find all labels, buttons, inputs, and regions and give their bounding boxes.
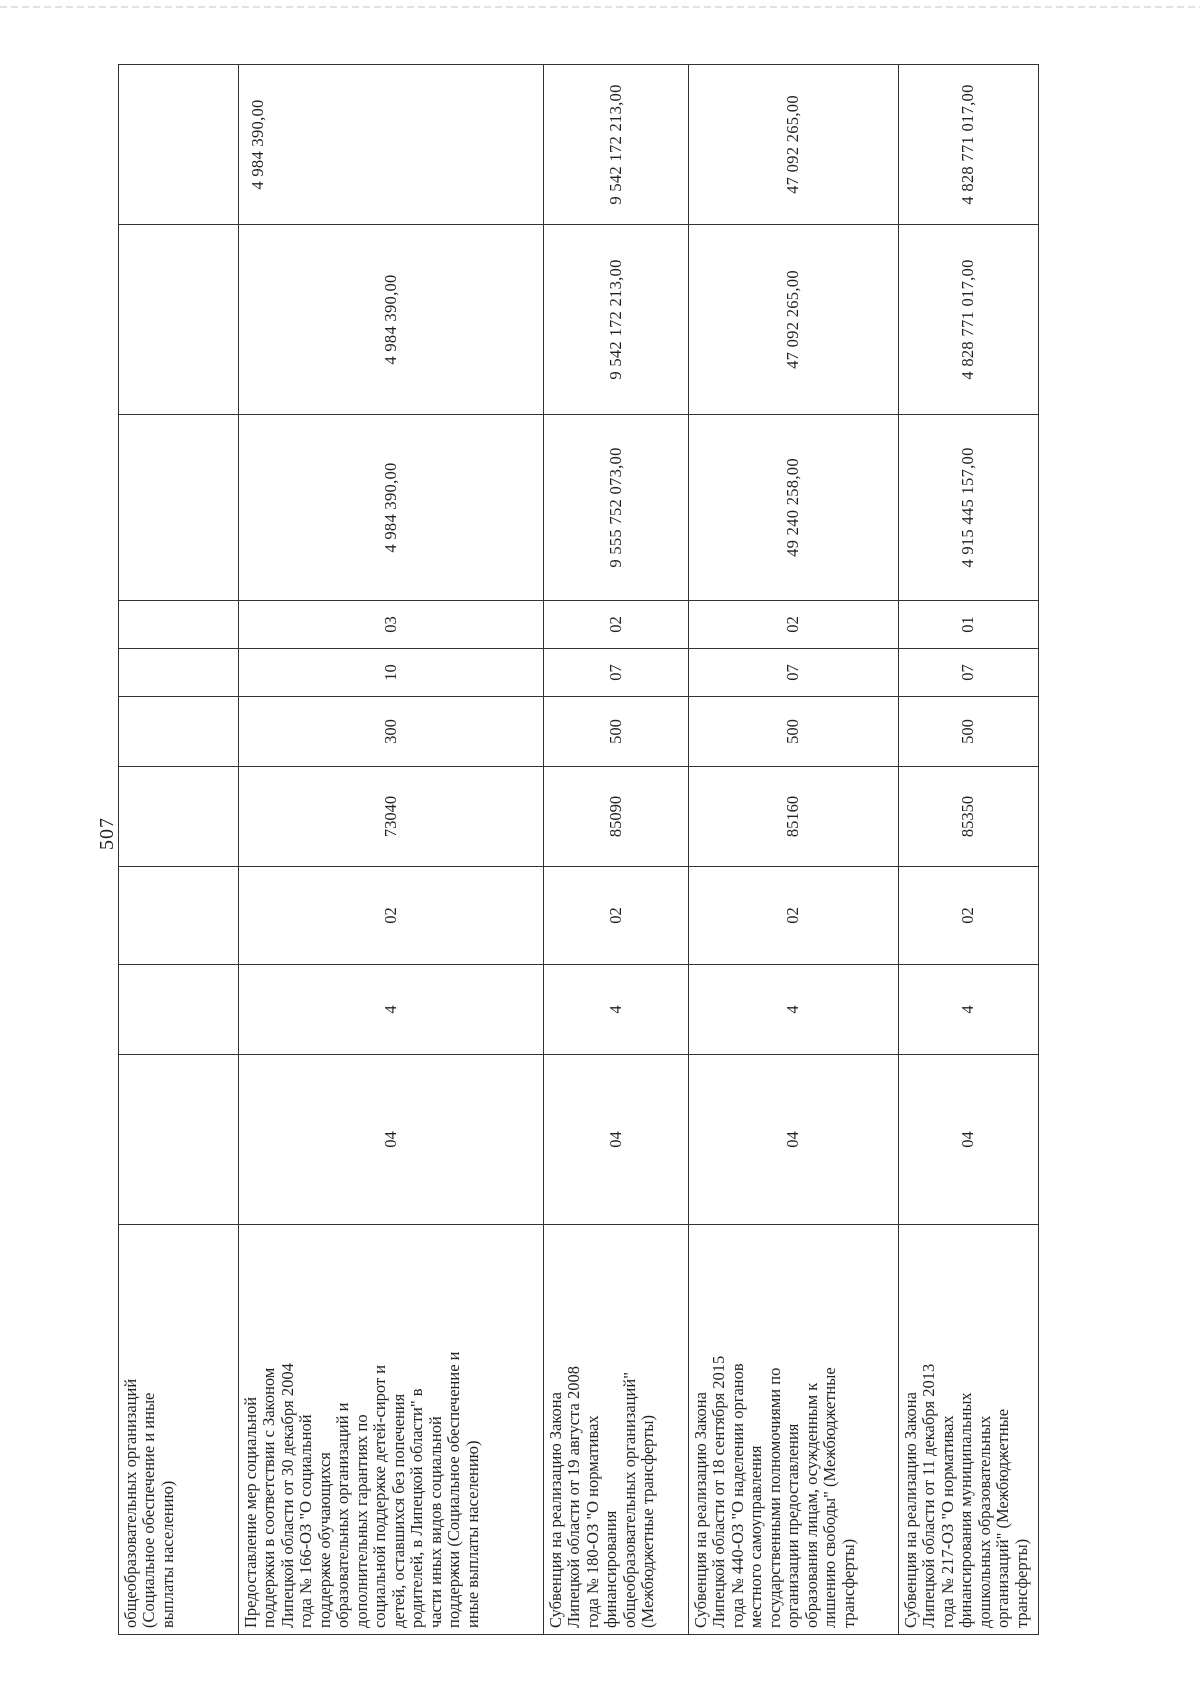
budget-table — [118, 64, 1039, 1635]
code-cell: 4 — [689, 965, 899, 1055]
code-cell: 04 — [239, 1055, 544, 1225]
code-cell: 07 — [544, 649, 689, 697]
amount-cell — [119, 225, 239, 415]
code-cell: 4 — [899, 965, 1039, 1055]
code-cell: 04 — [689, 1055, 899, 1225]
amount-cell: 4 828 771 017,00 — [899, 65, 1039, 225]
code-cell: 500 — [544, 697, 689, 767]
code-cell: 73040 — [239, 767, 544, 867]
amount-cell — [119, 415, 239, 601]
code-cell — [119, 867, 239, 965]
code-cell: 02 — [544, 867, 689, 965]
table-row — [544, 65, 689, 1635]
code-cell — [119, 767, 239, 867]
code-cell: 500 — [689, 697, 899, 767]
code-cell: 01 — [899, 601, 1039, 649]
code-cell: 300 — [239, 697, 544, 767]
table-row — [689, 65, 899, 1635]
amount-cell: 4 828 771 017,00 — [899, 225, 1039, 415]
table-row — [899, 65, 1039, 1635]
amount-cell — [119, 65, 239, 225]
code-cell: 500 — [899, 697, 1039, 767]
table-row — [239, 65, 544, 1635]
code-cell: 85160 — [689, 767, 899, 867]
code-cell — [119, 601, 239, 649]
row-description: Предоставление мер социальной поддержки в соответствии с Законом Липецкой области от 30 декабря 2004 года № 166-ОЗ "О социальной поддержке обучающихся образовательных организаций и дополнительных гарантиях по социальной поддержке детей-сирот и детей, оставшихся без попечения родителей, в Липецкой области" в части иных видов социальной поддержки (Социальное обеспечение и иные выплаты населению) — [239, 1225, 544, 1635]
code-cell: 07 — [689, 649, 899, 697]
code-cell: 04 — [899, 1055, 1039, 1225]
code-cell: 85350 — [899, 767, 1039, 867]
amount-cell: 9 555 752 073,00 — [544, 415, 689, 601]
code-cell: 02 — [544, 601, 689, 649]
scan-edge-noise — [0, 6, 1200, 8]
code-cell: 02 — [899, 867, 1039, 965]
code-cell: 03 — [239, 601, 544, 649]
amount-cell: 4 915 445 157,00 — [899, 415, 1039, 601]
amount-cell: 4 984 390,00 — [239, 65, 544, 225]
code-cell: 02 — [239, 867, 544, 965]
amount-cell: 49 240 258,00 — [689, 415, 899, 601]
code-cell: 02 — [689, 867, 899, 965]
rotated-table-wrapper — [118, 65, 1038, 1635]
code-cell — [119, 965, 239, 1055]
code-cell — [119, 1055, 239, 1225]
row-description: Субвенция на реализацию Закона Липецкой области от 18 сентября 2015 года № 440-ОЗ "О наделении органов местного самоуправления государственными полномочиями по организации предоставления образования лицам, осужденным к лишению свободы" (Межбюджетные трансферты) — [689, 1225, 899, 1635]
amount-cell: 4 984 390,00 — [239, 415, 544, 601]
row-description: Субвенция на реализацию Закона Липецкой области от 11 декабря 2013 года № 217-ОЗ "О нормативах финансирования муниципальных дошкольных образовательных организаций" (Межбюджетные трансферты) — [899, 1225, 1039, 1635]
amount-cell: 9 542 172 213,00 — [544, 225, 689, 415]
code-cell: 10 — [239, 649, 544, 697]
amount-cell: 9 542 172 213,00 — [544, 65, 689, 225]
row-description: Субвенция на реализацию Закона Липецкой области от 19 августа 2008 года № 180-ОЗ "О нормативах финансирования общеобразовательных организаций" (Межбюджетные трансферты) — [544, 1225, 689, 1635]
amount-cell: 4 984 390,00 — [239, 225, 544, 415]
row-description: общеобразовательных организаций (Социальное обеспечение и иные выплаты населению) — [119, 1225, 239, 1635]
table-row — [119, 65, 239, 1635]
code-cell: 4 — [239, 965, 544, 1055]
code-cell: 85090 — [544, 767, 689, 867]
code-cell: 02 — [689, 601, 899, 649]
code-cell — [119, 649, 239, 697]
code-cell: 4 — [544, 965, 689, 1055]
code-cell: 04 — [544, 1055, 689, 1225]
page-number: 507 — [96, 817, 118, 850]
code-cell: 07 — [899, 649, 1039, 697]
amount-cell: 47 092 265,00 — [689, 65, 899, 225]
amount-cell: 47 092 265,00 — [689, 225, 899, 415]
code-cell — [119, 697, 239, 767]
